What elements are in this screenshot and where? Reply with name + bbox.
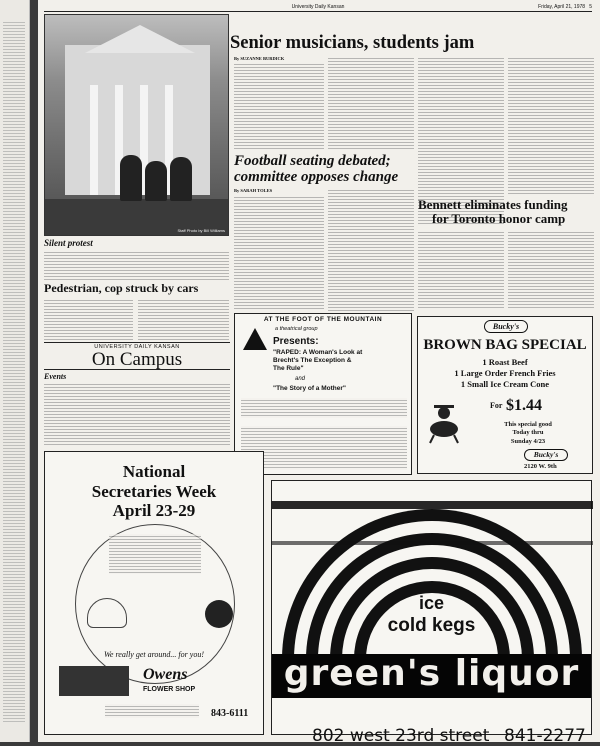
buckys-logo-bottom: Bucky's — [524, 449, 568, 461]
secretaries-body-text — [109, 534, 201, 574]
foot-ad-play1-line3: The Rule" — [273, 364, 304, 372]
cowboy-illustration-icon — [426, 399, 462, 443]
foot-ad-and: and — [295, 376, 306, 382]
foot-ad-play1-line2: Brecht's The Exception & — [273, 356, 352, 364]
issue-date: Friday, April 21, 1978 — [538, 4, 586, 10]
seating-headline-line1: Football seating debated; — [234, 153, 391, 169]
greens-line1: ice — [418, 593, 445, 613]
foot-ad-sponsors — [241, 426, 407, 470]
musicians-byline: By SUZANNE BURDICK — [234, 56, 285, 61]
ftd-logo-icon — [205, 600, 233, 628]
secretaries-title-line2: Secretaries Week — [91, 481, 217, 501]
bennett-headline-line2: for Toronto honor camp — [432, 210, 566, 226]
paper-name: University Daily Kansan — [291, 4, 345, 10]
buckys-item-fries: 1 Large Order French Fries — [454, 368, 556, 379]
florist-name: Owens — [143, 666, 188, 683]
greens-name: green's liquor — [283, 653, 580, 694]
flower-shop-building-icon — [59, 666, 129, 696]
musicians-text-col2 — [328, 56, 414, 150]
seating-byline: By SARAH TOLES — [234, 188, 273, 193]
photo-caption-title: Silent protest — [44, 238, 93, 248]
bennett-headline-line1: Bennett eliminates funding — [418, 197, 568, 212]
buckys-note-line1: This special good — [504, 421, 552, 428]
florist-address-text — [105, 704, 199, 718]
mountain-logo-icon — [243, 328, 267, 350]
musicians-headline: Senior musicians, students jam — [230, 33, 475, 53]
photo-caption-text — [44, 250, 229, 280]
on-campus-masthead: UNIVERSITY DAILY KANSAN — [94, 344, 180, 350]
secretaries-tagline: We really get around... for you! — [104, 650, 204, 659]
page-number: 5 — [589, 4, 592, 10]
foot-ad-times — [241, 398, 407, 418]
buckys-title: BROWN BAG SPECIAL — [423, 337, 587, 353]
buckys-price: $1.44 — [506, 397, 542, 414]
greens-liquor-ad — [271, 480, 592, 746]
seating-text-col2 — [328, 188, 414, 311]
foot-ad-presents: Presents: — [273, 336, 319, 347]
buckys-price-label: For — [490, 401, 503, 410]
greens-phone: 841-2277 — [504, 726, 586, 746]
events-label: Events — [44, 372, 67, 381]
page-masthead — [44, 2, 592, 12]
adjacent-page-edge — [0, 0, 30, 742]
buckys-item-ice-cream: 1 Small Ice Cream Cone — [460, 379, 550, 390]
musicians-text-col1 — [234, 62, 324, 150]
florist-phone: 843-6111 — [211, 708, 249, 719]
buckys-address: 2120 W. 9th — [524, 463, 557, 470]
buckys-brown-bag-ad — [417, 316, 593, 474]
seating-headline-line2: committee opposes change — [234, 168, 399, 185]
secretaries-week-ad — [44, 451, 264, 735]
events-listing — [44, 382, 230, 446]
pedestrian-headline: Pedestrian, cop struck by cars — [44, 281, 199, 295]
seating-text-col1 — [234, 195, 324, 311]
foot-ad-subheader: a theatrical group — [275, 326, 318, 332]
bennett-text-col1 — [418, 230, 504, 310]
silent-protest-photo — [44, 14, 229, 236]
greens-address: 802 west 23rd street — [312, 726, 490, 746]
foot-ad-header: AT THE FOOT OF THE MOUNTAIN — [263, 316, 383, 323]
buckys-note-line3: Sunday 4/23 — [510, 437, 546, 445]
bennett-text-col2 — [508, 230, 594, 310]
secretaries-title-line1: National — [122, 462, 186, 481]
newspaper-page — [38, 0, 600, 746]
musicians-text-col4 — [508, 56, 594, 196]
florist-sub: FLOWER SHOP — [143, 686, 196, 693]
secretaries-dates: April 23-29 — [112, 501, 196, 521]
pedestrian-text-col1 — [44, 298, 133, 340]
foot-ad-play1-line1: "RAPED: A Woman's Look at — [273, 349, 363, 356]
buckys-note-line2: Today thru — [512, 429, 544, 437]
greens-line2: cold kegs — [387, 615, 476, 636]
buckys-logo-top: Bucky's — [484, 320, 528, 333]
pedestrian-text-col2 — [138, 298, 229, 340]
on-campus-banner — [44, 342, 230, 370]
foot-ad-play2: "The Story of a Mother" — [273, 385, 346, 392]
photo-credit: Staff Photo by Bill Williams — [177, 228, 225, 233]
on-campus-title: On Campus — [91, 349, 183, 370]
buckys-item-roast-beef: 1 Roast Beef — [482, 357, 528, 367]
